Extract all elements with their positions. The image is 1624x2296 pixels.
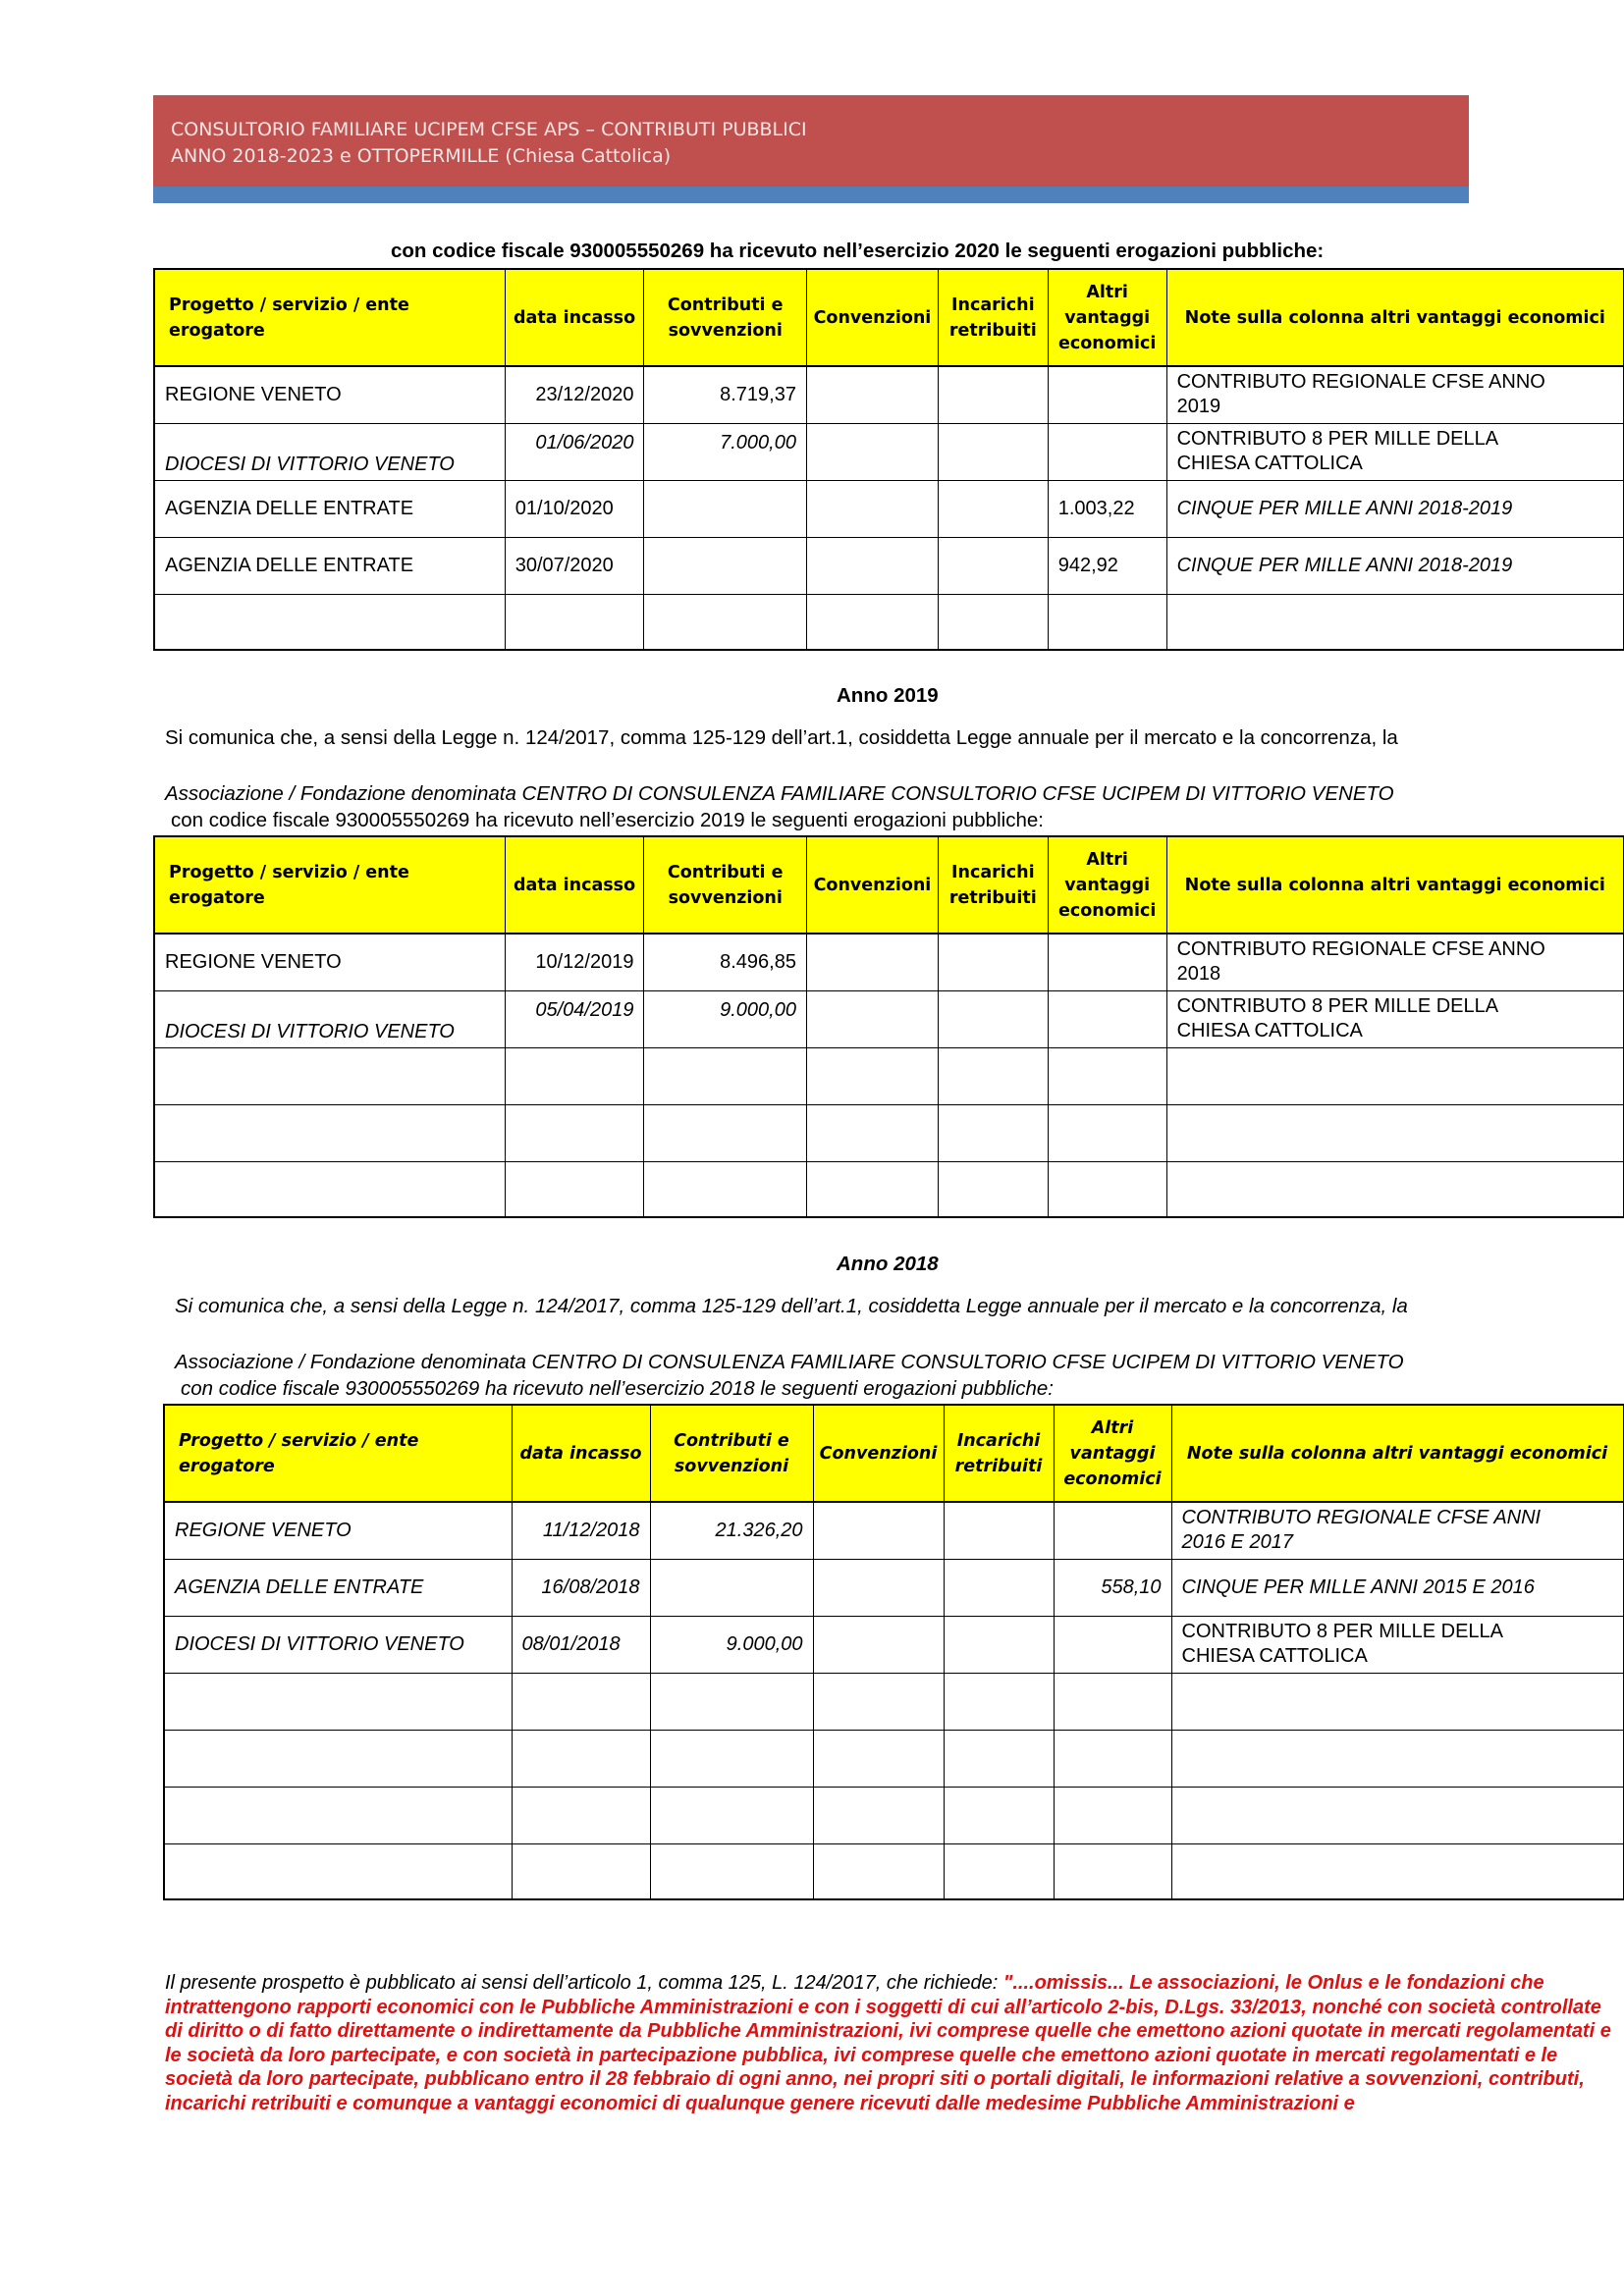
table-row-empty	[164, 1843, 1623, 1899]
cell-paid	[944, 1502, 1054, 1559]
table-row-empty	[164, 1673, 1623, 1730]
intro-2020: con codice fiscale 930005550269 ha ricevuto nell’esercizio 2020 le seguenti erogazioni pubbliche:	[391, 240, 1325, 262]
cell-other: 558,10	[1054, 1559, 1171, 1616]
cell-project: REGIONE VENETO	[154, 366, 505, 423]
cell-paid	[944, 1559, 1054, 1616]
cell-other	[1054, 1616, 1171, 1673]
col-header-contributions: Contributi e sovvenzioni	[650, 1405, 813, 1502]
table-header-row	[164, 1405, 1623, 1502]
table-row-empty	[164, 1787, 1623, 1843]
heading-2018: Anno 2018	[837, 1253, 939, 1275]
intro-2018: con codice fiscale 930005550269 ha ricevuto nell’esercizio 2018 le seguenti erogazioni pubbliche:	[181, 1377, 1054, 1400]
table-header-row	[154, 269, 1624, 366]
cell-paid	[938, 990, 1048, 1047]
cell-paid	[938, 423, 1048, 480]
header-blue-stripe	[153, 187, 1469, 203]
cell-conventions	[806, 423, 938, 480]
col-header-date: data incasso	[505, 836, 644, 934]
col-header-conventions: Convenzioni	[806, 269, 938, 366]
cell-project: AGENZIA DELLE ENTRATE	[154, 537, 505, 594]
legal-notice-quote: "....omissis... Le associazioni, le Onlus e le fondazioni che intrattengono rapporti economici con le Pubbliche Amministrazioni e con i soggetti di cui all’articolo 2-bis, D.Lgs. 33/2013, nonché con società controllate di diritto o di fatto direttamente o indirettamente da Pubbliche Amministrazioni, ivi comprese quelle che emettono azioni quotate in mercati regolamentati e le società da loro partecipate, e con società in partecipazione pubblica, ivi comprese quelle che emettono azioni quotate in mercati regolamentati e le società da loro partecipate, pubblicano entro il 28 febbraio di ogni anno, nei propri siti o portali digitali, le informazioni relative a sovvenzioni, contributi, incarichi retribuiti e comunque a vantaggi economici di qualunque genere ricevuti dalle medesime Pubbliche Amministrazioni e	[165, 1972, 1611, 2114]
law-text-2018: Si comunica che, a sensi della Legge n. 124/2017, comma 125-129 dell’art.1, cosiddetta Legge annuale per il mercato e la concorrenza, la	[175, 1295, 1408, 1317]
cell-conventions	[806, 990, 938, 1047]
cell-contributions	[650, 1559, 813, 1616]
cell-paid	[944, 1616, 1054, 1673]
cell-other	[1048, 366, 1166, 423]
table-row	[154, 480, 1624, 537]
cell-note: CINQUE PER MILLE ANNI 2018-2019	[1166, 537, 1623, 594]
col-header-other: Altri vantaggi economici	[1048, 269, 1166, 366]
cell-contributions	[644, 480, 807, 537]
col-header-date: data incasso	[512, 1405, 650, 1502]
association-2018: Associazione / Fondazione denominata CENTRO DI CONSULENZA FAMILIARE CONSULTORIO CFSE UCIPEM DI VITTORIO VENETO	[175, 1351, 1404, 1373]
law-text-2019: Si comunica che, a sensi della Legge n. 124/2017, comma 125-129 dell’art.1, cosiddetta Legge annuale per il mercato e la concorrenza, la	[165, 726, 1398, 749]
table-row	[154, 537, 1624, 594]
cell-note: CINQUE PER MILLE ANNI 2018-2019	[1166, 480, 1623, 537]
cell-conventions	[813, 1502, 944, 1559]
col-header-paid: Incarichi retribuiti	[944, 1405, 1054, 1502]
col-header-paid: Incarichi retribuiti	[938, 269, 1048, 366]
cell-contributions: 7.000,00	[644, 423, 807, 480]
table-header-row	[154, 836, 1624, 934]
col-header-project: Progetto / servizio / ente erogatore	[154, 836, 505, 934]
table-row-empty	[154, 1104, 1624, 1161]
intro-2019: con codice fiscale 930005550269 ha ricevuto nell’esercizio 2019 le seguenti erogazioni pubbliche:	[171, 809, 1044, 831]
cell-other	[1048, 423, 1166, 480]
cell-contributions	[644, 537, 807, 594]
header-title-line-1: CONSULTORIO FAMILIARE UCIPEM CFSE APS – CONTRIBUTI PUBBLICI	[171, 119, 807, 140]
col-header-project: Progetto / servizio / ente erogatore	[154, 269, 505, 366]
cell-project: DIOCESI DI VITTORIO VENETO	[154, 990, 505, 1047]
cell-other: 1.003,22	[1048, 480, 1166, 537]
cell-contributions: 9.000,00	[650, 1616, 813, 1673]
col-header-paid: Incarichi retribuiti	[938, 836, 1048, 934]
cell-contributions: 21.326,20	[650, 1502, 813, 1559]
cell-date: 01/10/2020	[505, 480, 644, 537]
cell-project: REGIONE VENETO	[154, 934, 505, 990]
col-header-other: Altri vantaggi economici	[1054, 1405, 1171, 1502]
heading-2019: Anno 2019	[837, 684, 939, 707]
cell-other	[1054, 1502, 1171, 1559]
cell-contributions: 8.719,37	[644, 366, 807, 423]
cell-paid	[938, 934, 1048, 990]
cell-conventions	[806, 934, 938, 990]
table-row-empty	[154, 1047, 1624, 1104]
table-row	[164, 1616, 1623, 1673]
col-header-contributions: Contributi e sovvenzioni	[644, 269, 807, 366]
cell-other	[1048, 934, 1166, 990]
col-header-notes: Note sulla colonna altri vantaggi economici	[1171, 1405, 1623, 1502]
cell-date: 30/07/2020	[505, 537, 644, 594]
legal-notice	[165, 1971, 1624, 2116]
cell-note: CINQUE PER MILLE ANNI 2015 E 2016	[1171, 1559, 1623, 1616]
cell-note: CONTRIBUTO 8 PER MILLE DELLA CHIESA CATTOLICA	[1171, 1616, 1623, 1673]
cell-other	[1048, 990, 1166, 1047]
cell-contributions: 9.000,00	[644, 990, 807, 1047]
cell-conventions	[813, 1616, 944, 1673]
cell-project: AGENZIA DELLE ENTRATE	[154, 480, 505, 537]
cell-date: 11/12/2018	[512, 1502, 650, 1559]
cell-project: DIOCESI DI VITTORIO VENETO	[164, 1616, 512, 1673]
col-header-conventions: Convenzioni	[813, 1405, 944, 1502]
col-header-project: Progetto / servizio / ente erogatore	[164, 1405, 512, 1502]
col-header-conventions: Convenzioni	[806, 836, 938, 934]
cell-project: AGENZIA DELLE ENTRATE	[164, 1559, 512, 1616]
cell-other: 942,92	[1048, 537, 1166, 594]
cell-conventions	[806, 480, 938, 537]
cell-date: 16/08/2018	[512, 1559, 650, 1616]
cell-note: CONTRIBUTO REGIONALE CFSE ANNO 2018	[1166, 934, 1623, 990]
cell-date: 01/06/2020	[505, 423, 644, 480]
header-title-line-2: ANNO 2018-2023 e OTTOPERMILLE (Chiesa Cattolica)	[171, 145, 672, 167]
cell-conventions	[806, 537, 938, 594]
col-header-contributions: Contributi e sovvenzioni	[644, 836, 807, 934]
cell-date: 23/12/2020	[505, 366, 644, 423]
table-row	[164, 1502, 1623, 1559]
table-row	[164, 1559, 1623, 1616]
cell-date: 08/01/2018	[512, 1616, 650, 1673]
cell-conventions	[806, 366, 938, 423]
table-row	[154, 366, 1624, 423]
table-row	[154, 990, 1624, 1047]
cell-paid	[938, 537, 1048, 594]
table-row	[154, 934, 1624, 990]
table-row-empty	[164, 1730, 1623, 1787]
table-row-empty	[154, 594, 1624, 650]
cell-conventions	[813, 1559, 944, 1616]
cell-project: DIOCESI DI VITTORIO VENETO	[154, 423, 505, 480]
cell-date: 10/12/2019	[505, 934, 644, 990]
cell-contributions: 8.496,85	[644, 934, 807, 990]
legal-notice-intro: Il presente prospetto è pubblicato ai sensi dell’articolo 1, comma 125, L. 124/2017, che richiede:	[165, 1972, 1003, 1994]
cell-date: 05/04/2019	[505, 990, 644, 1047]
col-header-other: Altri vantaggi economici	[1048, 836, 1166, 934]
col-header-date: data incasso	[505, 269, 644, 366]
table-row	[154, 423, 1624, 480]
cell-note: CONTRIBUTO REGIONALE CFSE ANNI 2016 E 2017	[1171, 1502, 1623, 1559]
cell-note: CONTRIBUTO REGIONALE CFSE ANNO 2019	[1166, 366, 1623, 423]
association-2019: Associazione / Fondazione denominata CENTRO DI CONSULENZA FAMILIARE CONSULTORIO CFSE UCIPEM DI VITTORIO VENETO	[165, 782, 1394, 805]
cell-note: CONTRIBUTO 8 PER MILLE DELLA CHIESA CATTOLICA	[1166, 990, 1623, 1047]
col-header-notes: Note sulla colonna altri vantaggi economici	[1166, 836, 1623, 934]
table-2018	[163, 1404, 1624, 1900]
table-2020	[153, 268, 1624, 651]
cell-paid	[938, 480, 1048, 537]
cell-paid	[938, 366, 1048, 423]
table-2019	[153, 835, 1624, 1218]
col-header-notes: Note sulla colonna altri vantaggi economici	[1166, 269, 1623, 366]
cell-note: CONTRIBUTO 8 PER MILLE DELLA CHIESA CATTOLICA	[1166, 423, 1623, 480]
table-row-empty	[154, 1161, 1624, 1217]
cell-project: REGIONE VENETO	[164, 1502, 512, 1559]
